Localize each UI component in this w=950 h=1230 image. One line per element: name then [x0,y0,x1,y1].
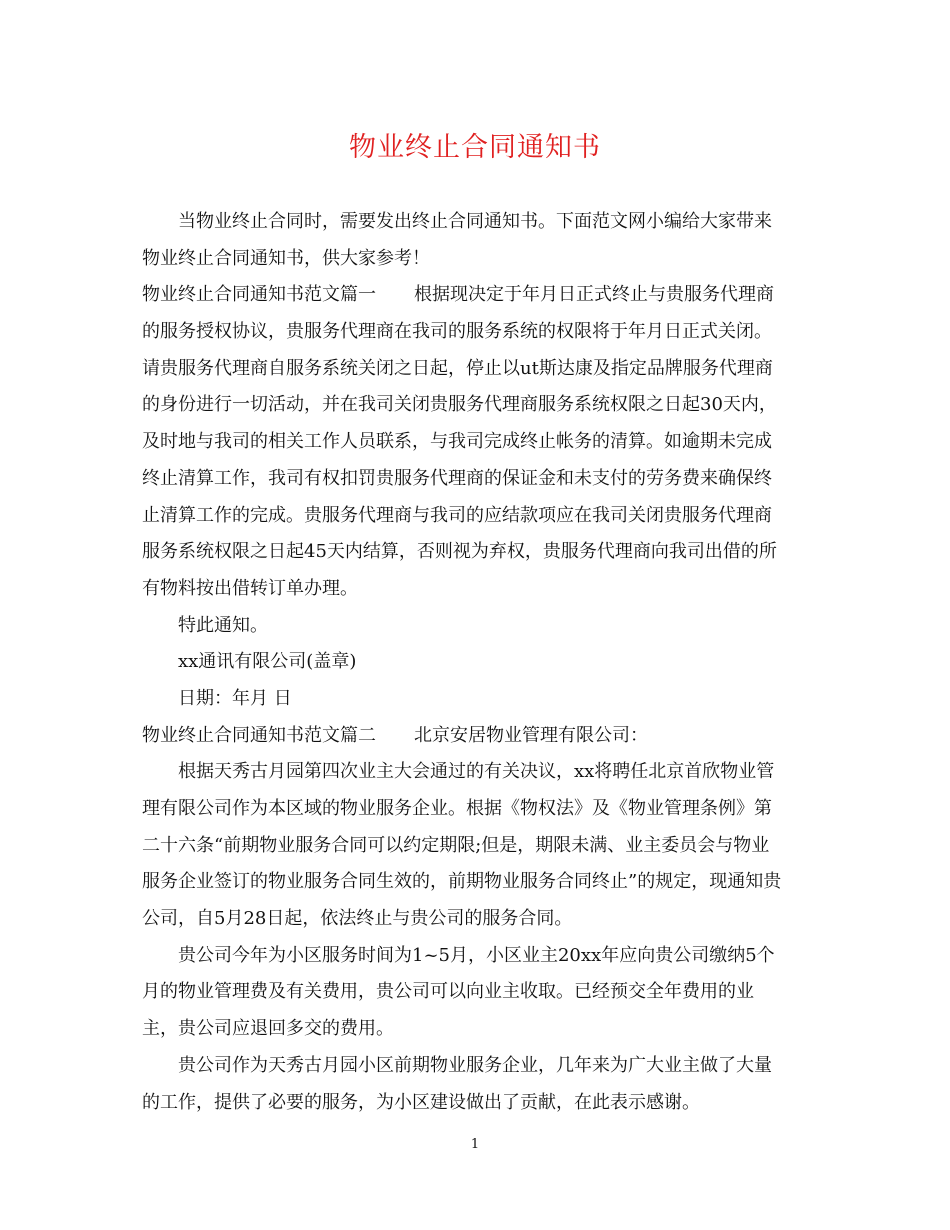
paragraph-text: 根据现决定于年月日正式终止与贵服务代理商 [414,284,774,306]
paragraph-line: 的工作，提供了必要的服务，为小区建设做出了贡献，在此表示感谢。 [142,1091,700,1113]
paragraph-line: 物业终止合同通知书，供大家参考！ [142,247,430,269]
paragraph-line: 止清算工作的完成。贵服务代理商与我司的应结款项应在我司关闭贵服务代理商 [142,504,772,526]
paragraph-line: 服务系统权限之日起45天内结算，否则视为弃权，贵服务代理商向我司出借的所 [142,541,777,563]
section-heading-line [142,277,810,314]
paragraph-line: 月的物业管理费及有关费用，贵公司可以向业主收取。已经预交全年费用的业 [142,981,754,1003]
section-heading-2: 物业终止合同通知书范文篇二 [142,724,376,746]
paragraph-line: 当物业终止合同时，需要发出终止合同通知书。下面范文网小编给大家带来 [178,211,772,232]
paragraph-line: 及时地与我司的相关工作人员联系，与我司完成终止帐务的清算。如逾期未完成 [142,431,772,453]
section-heading-line [142,718,810,755]
notice-line: 特此通知。 [178,614,268,636]
paragraph-line: 公司，自5月28日起，依法终止与贵公司的服务合同。 [142,908,573,930]
paragraph-line: 有物料按出借转订单办理。 [142,577,358,599]
paragraph-line: 终止清算工作，我司有权扣罚贵服务代理商的保证金和未支付的劳务费来确保终 [142,467,772,489]
document-title: 物业终止合同通知书 [349,132,601,163]
paragraph-line: 根据天秀古月园第四次业主大会通过的有关决议，xx将聘任北京首欣物业管 [178,761,775,783]
page-number: 1 [470,1137,480,1152]
section-heading-1: 物业终止合同通知书范文篇一 [142,284,376,306]
signature-date: 日期：年月 日 [178,687,292,709]
paragraph-line: 的服务授权协议，贵服务代理商在我司的服务系统的权限将于年月日正式关闭。 [142,321,772,343]
paragraph-line: 主，贵公司应退回多交的费用。 [142,1018,394,1040]
paragraph-line: 贵公司作为天秀古月园小区前期物业服务企业，几年来为广大业主做了大量 [178,1054,772,1076]
signature-company: xx通讯有限公司(盖章) [178,651,357,673]
paragraph-line: 理有限公司作为本区域的物业服务企业。根据《物权法》及《物业管理条例》第 [142,798,772,819]
paragraph-line: 请贵服务代理商自服务系统关闭之日起，停止以ut斯达康及指定品牌服务代理商 [142,357,773,379]
paragraph-line: 的身份进行一切活动，并在我司关闭贵服务代理商服务系统权限之日起30天内， [142,394,777,416]
paragraph-line: 二十六条“前期物业服务合同可以约定期限;但是，期限未满、业主委员会与物业 [142,834,770,856]
document-body [142,204,810,1121]
paragraph-line: 服务企业签订的物业服务合同生效的，前期物业服务合同终止”的规定，现通知贵 [142,871,782,893]
paragraph-line: 贵公司今年为小区服务时间为1~5月，小区业主20xx年应向贵公司缴纳5个 [178,944,775,966]
addressee: 北京安居物业管理有限公司： [414,724,648,746]
